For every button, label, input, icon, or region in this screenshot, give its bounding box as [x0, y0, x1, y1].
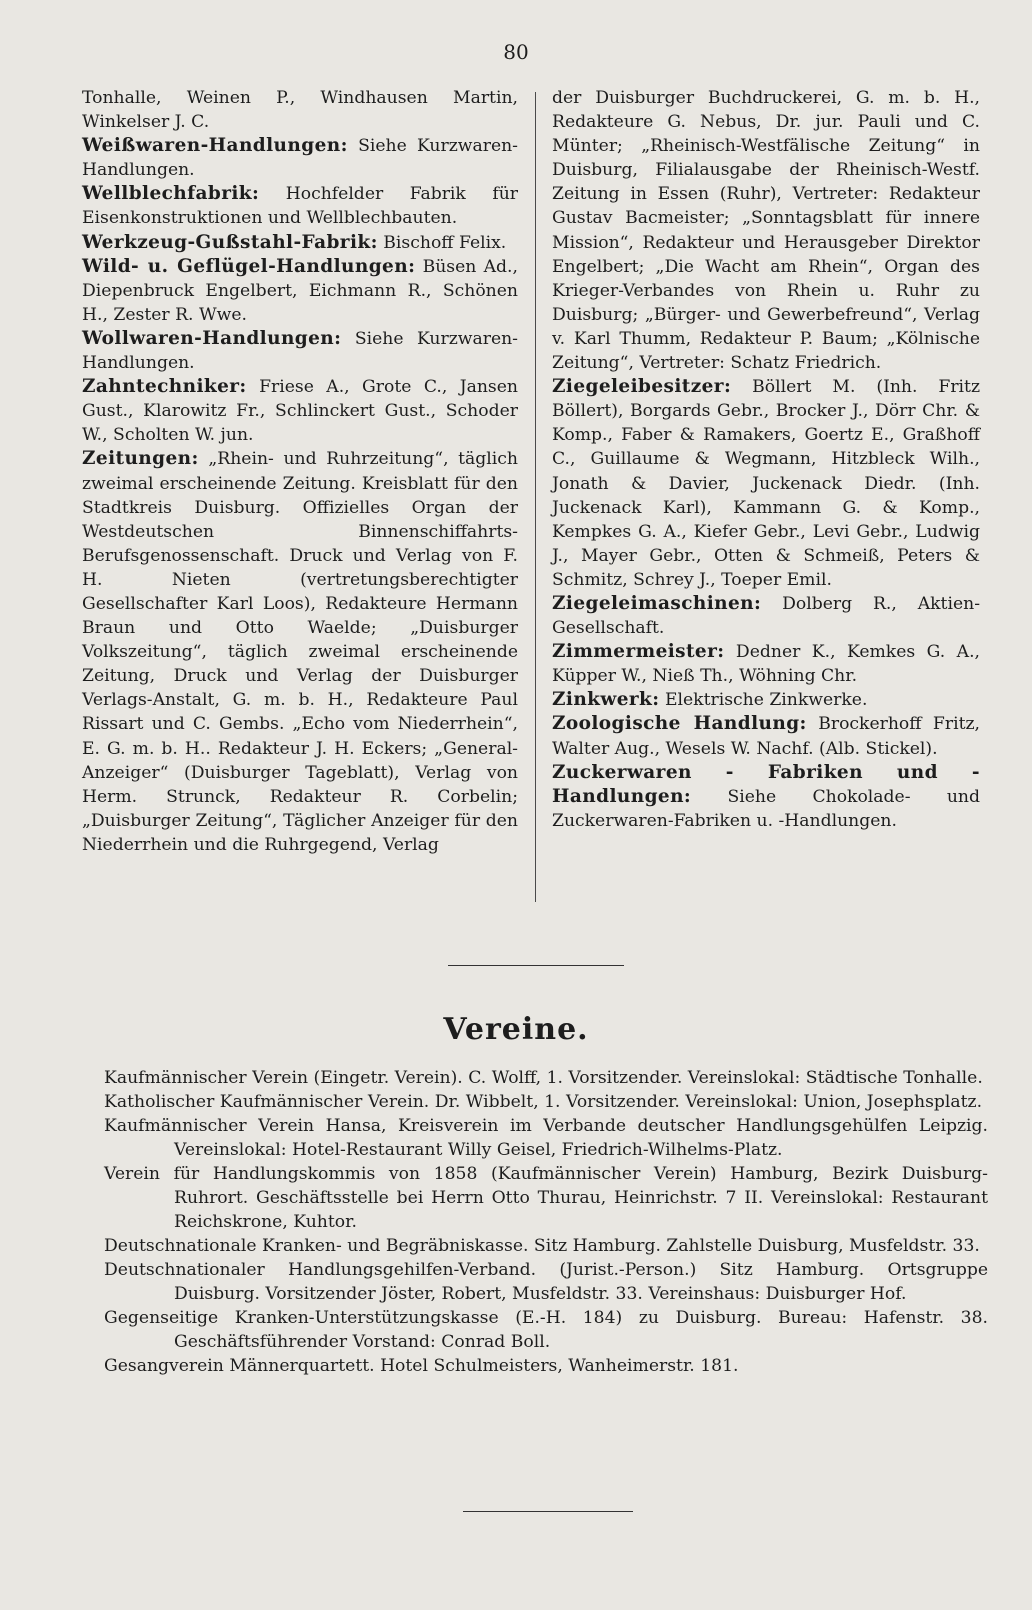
entry — [552, 592, 980, 640]
entry-text: Böllert M. (Inh. Fritz Böllert), Borgards Gebr., Brocker J., Dörr Chr. & Komp., Faber & Ramakers, Goertz E., Graßhoff C., Guillaume & Wegmann, Hitzbleck Wilh., Jonath & Davier, Juckenack Diedr. (Inh. Juckenack Karl), Kammann G. & Komp., Kempkes G. A., Kiefer Gebr., Levi Gebr., Ludwig J., Mayer Gebr., Otten & Schmeiß, Peters & Schmitz, Schrey J., Toeper Emil. — [552, 377, 980, 590]
entry-heading: Zimmermeister: — [552, 641, 725, 663]
entry-heading: Wollwaren-Handlungen: — [82, 327, 342, 349]
list-item: Gegenseitige Kranken-Unterstützungskasse (E.-H. 184) zu Duisburg. Bureau: Hafenstr. 38. Geschäftsführender Vorstand: Conrad Boll. — [104, 1308, 988, 1352]
entry-text: Dedner K., Kemkes G. A., Küpper W., Nieß Th., Wöhning Chr. — [552, 642, 980, 687]
entry — [552, 761, 980, 833]
entry-text: Dolberg R., Aktien-Gesellschaft. — [552, 593, 980, 639]
entry-heading: Zuckerwaren - Fabriken und -Handlungen: — [552, 761, 980, 807]
entry-heading: Zeitungen: — [82, 448, 199, 470]
vereine-list — [104, 1066, 988, 1378]
entry — [82, 255, 518, 327]
list-item: Verein für Handlungskommis von 1858 (Kaufmännischer Verein) Hamburg, Bezirk Duisburg-Ruhrort. Geschäftsstelle bei Herrn Otto Thurau, Heinrichstr. 7 II. Vereinslokal: Restaurant Reichskrone, Kuhtor. — [104, 1164, 988, 1232]
list-item: Gesangverein Männerquartett. Hotel Schulmeisters, Wanheimerstr. 181. — [104, 1356, 739, 1376]
entry-text: Bischoff Felix. — [383, 232, 507, 253]
entry-heading: Wild- u. Geflügel-Handlungen: — [82, 255, 416, 277]
entry-text: Siehe Chokolade- und Zuckerwaren-Fabriken u. -Handlungen. — [552, 786, 980, 831]
entry — [552, 86, 980, 375]
list-item: Katholischer Kaufmännischer Verein. Dr. Wibbelt, 1. Vorsitzender. Vereinslokal: Union, Josephsplatz. — [104, 1092, 983, 1112]
list-item: Kaufmännischer Verein (Eingetr. Verein). C. Wolff, 1. Vorsitzender. Vereinslokal: Städtische Tonhalle. — [104, 1068, 983, 1088]
entry-text: Elektrische Zinkwerke. — [664, 690, 868, 711]
page-number: 80 — [503, 40, 529, 64]
entry-heading: Zahntechniker: — [82, 376, 247, 398]
entry-text: Tonhalle, Weinen P., Windhausen Martin, Winkelser J. C. — [82, 88, 518, 133]
entry-text: Brockerhoff Fritz, Walter Aug., Wesels W. Nachf. (Alb. Stickel). — [552, 714, 980, 759]
entry-heading: Zoologische Handlung: — [552, 713, 807, 735]
entry-text: Siehe Kurzwaren-Handlungen. — [82, 328, 518, 374]
entry — [82, 134, 518, 182]
column-divider — [535, 92, 536, 902]
entry-heading: Werkzeug-Gußstahl-Fabrik: — [82, 231, 378, 253]
entry — [82, 231, 518, 255]
entry — [552, 375, 980, 592]
entry-text: Siehe Kurzwaren-Handlungen. — [82, 136, 518, 181]
separator-rule — [463, 1511, 633, 1512]
entry-text: Friese A., Grote C., Jansen Gust., Klarowitz Fr., Schlinckert Gust., Schoder W., Scholten W. jun. — [82, 377, 518, 446]
list-item: Deutschnationale Kranken- und Begräbniskasse. Sitz Hamburg. Zahlstelle Duisburg, Musfeldstr. 33. — [104, 1236, 980, 1256]
entry-heading: Zinkwerk: — [552, 689, 660, 711]
entry — [552, 688, 980, 712]
entry-heading: Weißwaren-Handlungen: — [82, 135, 348, 157]
entry-heading: Ziegeleibesitzer: — [552, 376, 732, 398]
entry — [552, 640, 980, 688]
entry — [82, 182, 518, 230]
entry — [82, 375, 518, 447]
entry — [552, 712, 980, 760]
entry-heading: Wellblechfabrik: — [82, 183, 260, 205]
entry-text: „Rhein- und Ruhrzeitung“, täglich zweimal erscheinende Zeitung. Kreisblatt für den Stadtkreis Duisburg. Offizielles Organ der Westdeutschen Binnenschiffahrts-Berufsgenossenschaft. Druck und Verlag von F. H. Nieten (vertretungsberechtigter Gesellschafter Karl Loos), Redakteure Hermann Braun und Otto Waelde; „Duisburger Volkszeitung“, täglich zweimal erscheinende Zeitung, Druck und Verlag der Duisburger Verlags-Anstalt, G. m. b. H., Redakteure Paul Rissart und C. Gembs. „Echo vom Niederrhein“, E. G. m. b. H.. Redakteur J. H. Eckers; „General-Anzeiger“ (Duisburger Tageblatt), Verlag von Herm. Strunck, Redakteur R. Corbelin; „Duisburger Zeitung“, Täglicher Anzeiger für den Niederrhein und die Ruhrgegend, Verlag — [82, 449, 518, 855]
list-item: Kaufmännischer Verein Hansa, Kreisverein im Verbande deutscher Handlungsgehülfen Leipzig. Vereinslokal: Hotel-Restaurant Willy Geisel, Friedrich-Wilhelms-Platz. — [104, 1116, 988, 1160]
entry — [82, 447, 518, 857]
entry — [82, 327, 518, 375]
entry-text: Hochfelder Fabrik für Eisenkonstruktionen und Wellblechbauten. — [82, 184, 518, 229]
right-column — [552, 86, 980, 833]
entry — [82, 86, 518, 134]
list-item: Deutschnationaler Handlungsgehilfen-Verband. (Jurist.-Person.) Sitz Hamburg. Ortsgruppe Duisburg. Vorsitzender Jöster, Robert, Musfeldstr. 33. Vereinshaus: Duisburger Hof. — [104, 1260, 988, 1304]
entry-heading: Ziegeleimaschinen: — [552, 592, 762, 614]
section-title: Vereine. — [443, 1012, 589, 1047]
entry-text: der Duisburger Buchdruckerei, G. m. b. H., Redakteure G. Nebus, Dr. jur. Pauli und C. Münter; „Rheinisch-Westfälische Zeitung“ in Duisburg, Filialausgabe der Rheinisch-Westf. Zeitung in Essen (Ruhr), Vertreter: Redakteur Gustav Bacmeister; „Sonntagsblatt für innere Mission“, Redakteur und Herausgeber Direktor Engelbert; „Die Wacht am Rhein“, Organ des Krieger-Verbandes von Rhein u. Ruhr zu Duisburg; „Bürger- und Gewerbefreund“, Verlag v. Karl Thumm, Redakteur P. Baum; „Kölnische Zeitung“, Vertreter: Schatz Friedrich. — [552, 88, 980, 374]
separator-rule — [448, 965, 624, 966]
entry-text: Büsen Ad., Diepenbruck Engelbert, Eichmann R., Schönen H., Zester R. Wwe. — [82, 256, 518, 325]
left-column — [82, 86, 518, 857]
